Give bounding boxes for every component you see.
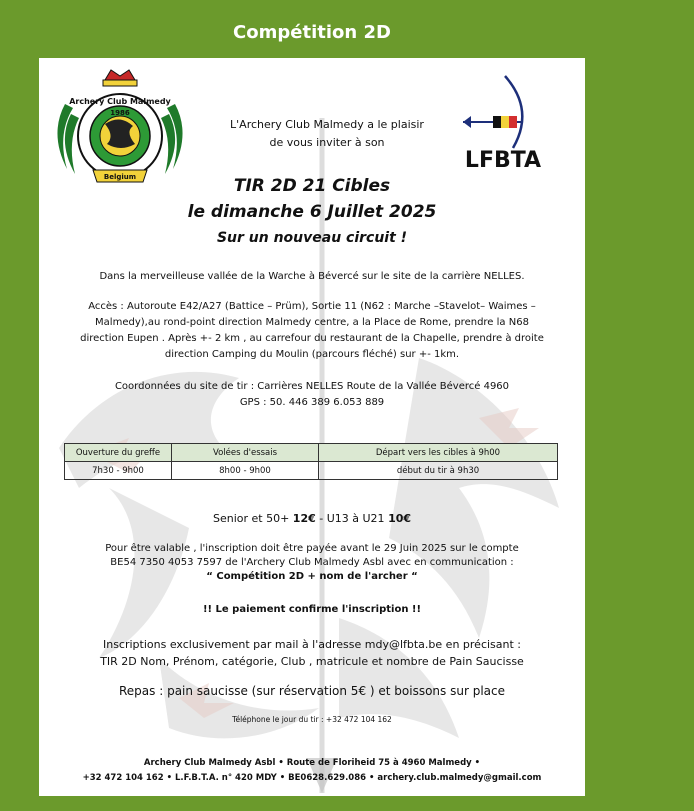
schedule-cell: début du tir à 9h30 bbox=[319, 462, 558, 480]
page-title: Compétition 2D bbox=[233, 22, 391, 43]
event-title: TIR 2D 21 Cibles bbox=[233, 176, 391, 196]
site-coordinates: Coordonnées du site de tir : Carrières NELLES Route de la Vallée Bévercé 4960 bbox=[114, 381, 510, 392]
price-line bbox=[39, 512, 585, 525]
flyer-sheet bbox=[39, 58, 585, 796]
communication-text: “ Compétition 2D + nom de l'archer “ bbox=[206, 571, 418, 582]
invite-line: de vous inviter à son bbox=[269, 136, 385, 149]
invite-line: L'Archery Club Malmedy a le plaisir bbox=[230, 118, 424, 131]
validity-line: BE54 7350 4053 7597 de l'Archery Club Malmedy Asbl avec en communication : bbox=[110, 557, 514, 568]
club-logo-country: Belgium bbox=[103, 173, 137, 181]
access-directions bbox=[39, 299, 585, 363]
event-subtitle: Sur un nouveau circuit ! bbox=[216, 230, 408, 246]
access-line: Malmedy),au rond-point direction Malmedy centre, a la Place de Rome, prendre la N68 bbox=[95, 317, 529, 328]
youth-price: 10€ bbox=[388, 512, 412, 525]
inscription-line: Inscriptions exclusivement par mail à l'adresse mdy@lfbta.be en précisant : bbox=[102, 638, 522, 651]
table-row bbox=[65, 462, 558, 480]
invitation-text bbox=[39, 116, 585, 152]
schedule-header: Départ vers les cibles à 9h00 bbox=[319, 444, 558, 462]
validity-line: Pour être valable , l'inscription doit être payée avant le 29 Juin 2025 sur le compte bbox=[105, 543, 519, 554]
event-date: le dimanche 6 Juillet 2025 bbox=[187, 202, 437, 222]
footer-line: Archery Club Malmedy Asbl • Route de Floriheid 75 à 4960 Malmedy • bbox=[143, 758, 481, 768]
senior-price: 12€ bbox=[292, 512, 316, 525]
schedule-table bbox=[64, 443, 558, 480]
club-logo-year: 1986 bbox=[110, 109, 130, 117]
access-line: direction Eupen . Après +- 2 km , au carrefour du restaurant de la Chapelle, prendre à droite bbox=[80, 333, 544, 344]
meal-info: Repas : pain saucisse (sur réservation 5€ ) et boissons sur place bbox=[119, 684, 505, 698]
club-logo-name: Archery Club Malmedy bbox=[69, 97, 171, 106]
gps-coordinates: GPS : 50. 446 389 6.053 889 bbox=[239, 397, 385, 408]
lfbta-logo-text: LFBTA bbox=[464, 148, 542, 173]
schedule-cell: 8h00 - 9h00 bbox=[172, 462, 319, 480]
schedule-cell: 7h30 - 9h00 bbox=[65, 462, 172, 480]
inscription-info bbox=[39, 636, 585, 670]
schedule-header: Ouverture du greffe bbox=[65, 444, 172, 462]
access-line: Accès : Autoroute E42/A27 (Battice – Prüm), Sortie 11 (N62 : Marche –Stavelot– Waimes – bbox=[88, 301, 536, 312]
table-row bbox=[65, 444, 558, 462]
footer bbox=[39, 756, 585, 786]
senior-label: Senior et 50+ bbox=[212, 512, 293, 525]
phone-info: Téléphone le jour du tir : +32 472 104 162 bbox=[232, 715, 392, 724]
location-text: Dans la merveilleuse vallée de la Warche à Bévercé sur le site de la carrière NELLES. bbox=[99, 271, 525, 282]
access-line: direction Camping du Moulin (parcours fléché) sur +- 1km. bbox=[164, 349, 460, 360]
youth-label: - U13 à U21 bbox=[315, 512, 389, 525]
inscription-line: TIR 2D Nom, Prénom, catégorie, Club , matricule et nombre de Pain Saucisse bbox=[100, 655, 524, 668]
schedule-header: Volées d'essais bbox=[172, 444, 319, 462]
footer-line: +32 472 104 162 • L.F.B.T.A. n° 420 MDY • BE0628.629.086 • archery.club.malmedy@gmail.com bbox=[82, 773, 542, 783]
payment-note: !! Le paiement confirme l'inscription !! bbox=[202, 604, 422, 615]
payment-instructions bbox=[39, 542, 585, 584]
